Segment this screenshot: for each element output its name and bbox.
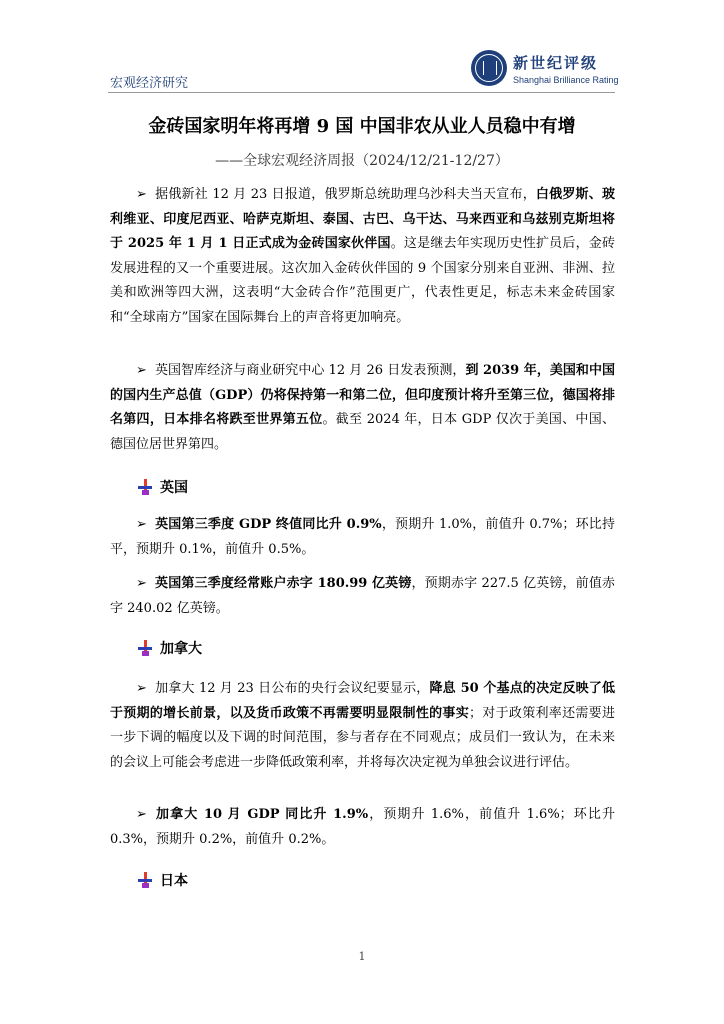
paragraph-gdp-forecast [110, 359, 615, 457]
section-marker-icon [138, 640, 152, 656]
section-marker-icon [138, 872, 152, 888]
paragraph-uk-gdp [110, 513, 615, 562]
paragraph-text: ，预期升 1.0%，前值升 0.7%；环比持平，预期升 0.1%，前值升 0.5%。 [110, 517, 615, 557]
section-heading-canada [138, 638, 202, 658]
section-heading-japan [138, 870, 188, 890]
paragraph-text: 据俄新社 12 月 23 日报道，俄罗斯总统助理乌沙科夫当天宣布， [154, 187, 536, 202]
section-heading-text: 加拿大 [160, 641, 202, 657]
section-marker-icon [138, 479, 152, 495]
paragraph-uk-current-account [110, 572, 615, 621]
paragraph-bold-text: 英国第三季度经常账户赤字 180.99 亿英镑 [154, 576, 412, 591]
section-heading-uk [138, 477, 188, 497]
bullet-arrow-icon: ➢ [136, 807, 147, 822]
bullet-arrow-icon: ➢ [136, 576, 147, 591]
paragraph-text: ；对于政策利率还需要进一步下调的幅度以及下调的时间范围，参与者存在不同观点；成员们一致认为，在未来的会议上可能会考虑进一步降低政策利率，并将每次决定视为单独会议进行评估。 [110, 705, 615, 770]
page-title: 金砖国家明年将再增 9 国 中国非农从业人员稳中有增 [148, 116, 576, 137]
paragraph-bold-text: 白俄罗斯、玻利维亚、印度尼西亚、哈萨克斯坦、泰国、古巴、乌干达、马来西亚和乌兹别克斯坦将于 2025 年 1 月 1 日正式成为金砖国家伙伴国 [110, 187, 615, 251]
bullet-arrow-icon: ➢ [136, 363, 147, 378]
section-heading-text: 英国 [160, 480, 188, 496]
paragraph-brics [110, 183, 615, 330]
page-number: 1 [358, 950, 366, 963]
header-report-label: 宏观经济研究 [110, 76, 189, 91]
logo-chinese-name: 新世纪评级 [513, 53, 599, 72]
paragraph-canada-gdp [110, 803, 615, 852]
paragraph-text: 英国智库经济与商业研究中心 12 月 26 日发表预测， [154, 363, 466, 378]
brand-logo [471, 50, 619, 86]
page-subtitle: ——全球宏观经济周报（2024/12/21-12/27） [215, 153, 509, 169]
header-divider [108, 92, 615, 93]
bullet-arrow-icon: ➢ [136, 517, 147, 532]
bullet-arrow-icon: ➢ [136, 187, 147, 202]
paragraph-text: ，预期赤字 227.5 亿英镑，前值赤字 240.02 亿英镑。 [110, 576, 615, 616]
section-heading-text: 日本 [160, 873, 188, 889]
paragraph-bold-text: 到 2039 年，美国和中国的国内生产总值（GDP）仍将保持第一和第二位，但印度预计将升至第三位，德国将排名第四，日本排名将跌至世界第五位 [110, 363, 615, 427]
paragraph-canada-minutes [110, 677, 615, 775]
paragraph-text: ，预期升 1.6%，前值升 1.6%；环比升 0.3%，预期升 0.2%，前值升 0.2%。 [110, 807, 615, 847]
logo-english-name: Shanghai Brilliance Rating [513, 74, 619, 85]
bullet-arrow-icon: ➢ [136, 681, 147, 696]
paragraph-text: 加拿大 12 月 23 日公布的央行会议纪要显示， [154, 681, 430, 696]
paragraph-bold-text: 英国第三季度 GDP 终值同比升 0.9% [154, 517, 382, 532]
paragraph-text: 。截至 2024 年，日本 GDP 仅次于美国、中国、德国位居世界第四。 [110, 412, 615, 452]
paragraph-bold-text: 降息 50 个基点的决定反映了低于预期的增长前景，以及货币政策不再需要明显限制性的事实 [110, 681, 615, 721]
logo-emblem-icon [471, 50, 507, 86]
paragraph-bold-text: 加拿大 10 月 GDP 同比升 1.9% [154, 807, 369, 822]
paragraph-text: 。这是继去年实现历史性扩员后，金砖发展进程的又一个重要进展。这次加入金砖伙伴国的 9 个国家分别来自亚洲、非洲、拉美和欧洲等四大洲，这表明“大金砖合作”范围更广，代表性更足，标志未来金砖国家和“全球南方”国家在国际舞台上的声音将更加响亮。 [110, 236, 615, 325]
